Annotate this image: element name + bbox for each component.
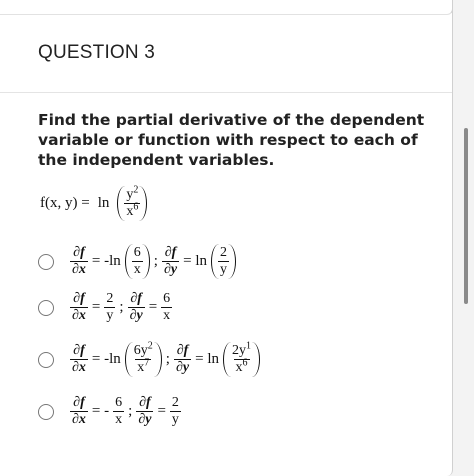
option-1-dfdy-den: y	[220, 262, 227, 277]
option-2-dfdx-den: y	[106, 308, 114, 323]
function-den-base: x	[126, 204, 134, 219]
option-3-separator: ;	[165, 351, 170, 367]
function-fraction	[124, 184, 140, 219]
option-3-dfdy-label: = ln	[195, 351, 219, 367]
option-3-dfdy-den-exp: 6	[242, 357, 248, 369]
option-2-dfdx-label: =	[91, 299, 101, 315]
option-3-dfdx-label: = -ln	[91, 351, 121, 367]
df-symbol: ∂f	[73, 395, 85, 410]
option-3-dfdy-num-exp: 1	[246, 340, 251, 352]
function-paren	[117, 186, 147, 221]
option-2-dfdy-num: 6	[163, 291, 171, 306]
previous-card-edge	[0, 0, 453, 15]
function-num-exp: 2	[133, 184, 139, 196]
header-divider	[0, 92, 452, 93]
answer-option-2[interactable]	[38, 292, 174, 323]
df-symbol: ∂f	[130, 291, 142, 306]
function-definition	[38, 186, 149, 221]
option-4-dfdx-den: x	[115, 412, 123, 427]
dx-symbol: ∂x	[72, 412, 86, 427]
option-4-dfdx-num: 6	[115, 395, 123, 410]
option-4-dfdy-den: y	[171, 412, 179, 427]
option-4-dfdx-label: = -	[91, 403, 110, 419]
function-num-base: y	[126, 187, 134, 202]
option-1-dfdx-den: x	[133, 262, 141, 277]
option-4-dfdy-label: =	[157, 403, 166, 419]
option-1-dfdx-label: = -ln	[91, 253, 121, 269]
question-prompt: Find the partial derivative of the dependent variable or function with respect to each of the independent variables.	[38, 111, 425, 169]
df-symbol: ∂f	[73, 343, 85, 358]
df-symbol: ∂f	[73, 291, 85, 306]
option-4-dfdy-num: 2	[171, 395, 179, 410]
function-lhs: f(x, y) =	[40, 195, 90, 211]
dx-symbol: ∂x	[72, 308, 86, 323]
option-3-dfdy-num-base: 2y	[232, 343, 246, 358]
option-3-dfdy-den-base: x	[235, 360, 243, 375]
radio-option-3[interactable]	[38, 352, 54, 368]
option-2-separator: ;	[119, 299, 124, 315]
scrollbar-thumb[interactable]	[464, 128, 468, 304]
function-den-exp: 6	[133, 201, 139, 213]
option-3-dfdx-den-exp: 7	[144, 357, 150, 369]
dx-symbol: ∂x	[72, 262, 86, 277]
option-2-dfdy-den: x	[163, 308, 171, 323]
radio-option-1[interactable]	[38, 254, 54, 270]
radio-option-2[interactable]	[38, 300, 54, 316]
option-1-separator: ;	[153, 253, 158, 269]
radio-option-4[interactable]	[38, 404, 54, 420]
dy-symbol: ∂y	[138, 412, 152, 427]
dy-symbol: ∂y	[175, 360, 190, 375]
option-2-dfdx-num: 2	[106, 291, 114, 306]
df-symbol: ∂f	[164, 245, 177, 260]
option-3-dfdx-num-exp: 2	[147, 340, 153, 352]
option-3-dfdx-num-base: 6y	[133, 343, 148, 358]
question-title: QUESTION 3	[38, 42, 156, 63]
df-symbol: ∂f	[139, 395, 151, 410]
dy-symbol: ∂y	[163, 262, 178, 277]
function-ln: ln	[97, 195, 110, 211]
option-1-dfdx-num: 6	[133, 245, 141, 260]
option-1-dfdy-num: 2	[220, 245, 227, 260]
df-symbol: ∂f	[73, 245, 85, 260]
dy-symbol: ∂y	[129, 308, 143, 323]
df-symbol: ∂f	[176, 343, 189, 358]
dx-symbol: ∂x	[72, 360, 86, 375]
option-1-dfdy-label: = ln	[183, 253, 207, 269]
answer-option-1[interactable]	[38, 244, 238, 279]
answer-option-3[interactable]	[38, 342, 262, 377]
option-3-dfdx-den-base: x	[137, 360, 145, 375]
option-2-dfdy-label: =	[148, 299, 158, 315]
option-4-separator: ;	[128, 403, 133, 419]
answer-option-4[interactable]	[38, 396, 183, 427]
